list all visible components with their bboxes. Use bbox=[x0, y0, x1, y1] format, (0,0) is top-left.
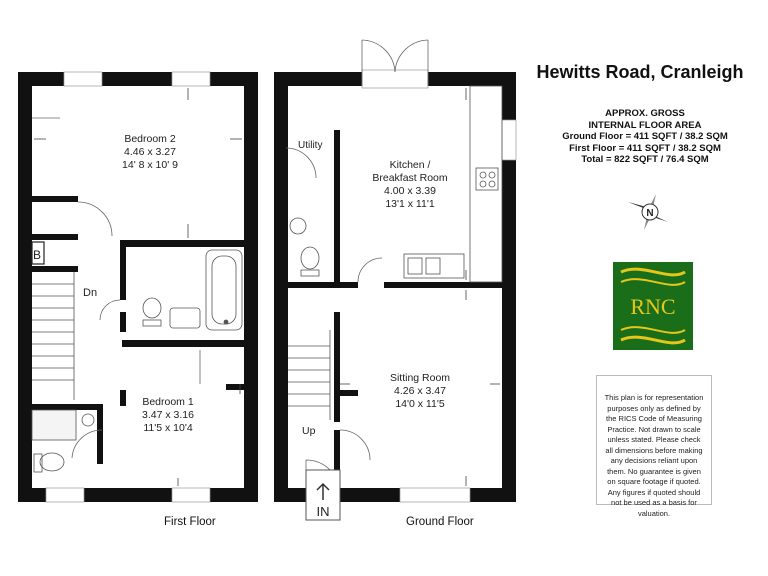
kitchen-imperial: 13'1 x 11'1 bbox=[385, 198, 435, 210]
ground-floor-area: Ground Floor = 411 SQFT / 38.2 SQM bbox=[562, 131, 728, 142]
first-floor-area: First Floor = 411 SQFT / 38.2 SQM bbox=[569, 142, 721, 154]
bedroom1-imperial: 11'5 x 10'4 bbox=[143, 422, 193, 434]
bedroom2-metric: 4.46 x 3.27 bbox=[124, 146, 176, 158]
disclaimer-box: This plan is for representation purposes only as defined by the RICS Code of Measuring Practice. Not drawn to scale unless stated. Please check all dimensions before making any decisions reliant upon them. No guarantee is given on square footage if quoted. Any figures if quoted should not be used as a basis for valuation. bbox=[596, 375, 712, 505]
bedroom1-metric: 3.47 x 3.16 bbox=[142, 409, 194, 421]
french-doors bbox=[362, 70, 428, 88]
entrance-label: IN bbox=[316, 504, 330, 519]
sitting-room-metric: 4.26 x 3.47 bbox=[394, 385, 446, 397]
ground-floor-walls bbox=[274, 72, 516, 502]
first-floor-stairs bbox=[32, 272, 74, 400]
first-floor-plan bbox=[18, 72, 258, 502]
ground-floor-plan bbox=[274, 40, 516, 520]
stairs-up-label: Up bbox=[302, 425, 316, 437]
floor-area-summary bbox=[560, 108, 730, 166]
compass-icon bbox=[628, 194, 668, 230]
bedroom2-imperial: 14' 8 x 10' 9 bbox=[122, 159, 178, 171]
sitting-room-name: Sitting Room bbox=[389, 372, 451, 384]
area-heading-1: APPROX. GROSS bbox=[605, 108, 685, 119]
kitchen-name-line2: Breakfast Room bbox=[372, 172, 448, 184]
compass-letter: N bbox=[646, 208, 654, 219]
stairs-down-label: Dn bbox=[83, 287, 98, 299]
utility-fixtures bbox=[290, 218, 319, 276]
cupboard-label: B bbox=[33, 248, 42, 262]
utility-label: Utility bbox=[298, 140, 323, 151]
sitting-room-imperial: 14'0 x 11'5 bbox=[395, 398, 445, 410]
logo-graphic bbox=[613, 262, 693, 350]
kitchen-fixtures bbox=[404, 86, 502, 282]
area-heading-2: INTERNAL FLOOR AREA bbox=[588, 119, 702, 131]
first-floor-label: First Floor bbox=[164, 516, 216, 528]
bath-fixture bbox=[206, 250, 242, 330]
bedroom1-name: Bedroom 1 bbox=[142, 396, 194, 408]
property-title: Hewitts Road, Cranleigh bbox=[536, 62, 744, 82]
total-area: Total = 822 SQFT / 76.4 SQM bbox=[581, 154, 709, 165]
ground-floor-label: Ground Floor bbox=[406, 516, 474, 528]
ground-floor-stairs bbox=[288, 330, 330, 420]
kitchen-name-line1: Kitchen / bbox=[389, 159, 431, 171]
logo-text: RNC bbox=[630, 294, 676, 319]
agency-logo bbox=[613, 262, 693, 350]
bedroom2-name: Bedroom 2 bbox=[124, 133, 176, 145]
first-floor-sanitary bbox=[32, 298, 200, 472]
kitchen-metric: 4.00 x 3.39 bbox=[384, 185, 436, 197]
